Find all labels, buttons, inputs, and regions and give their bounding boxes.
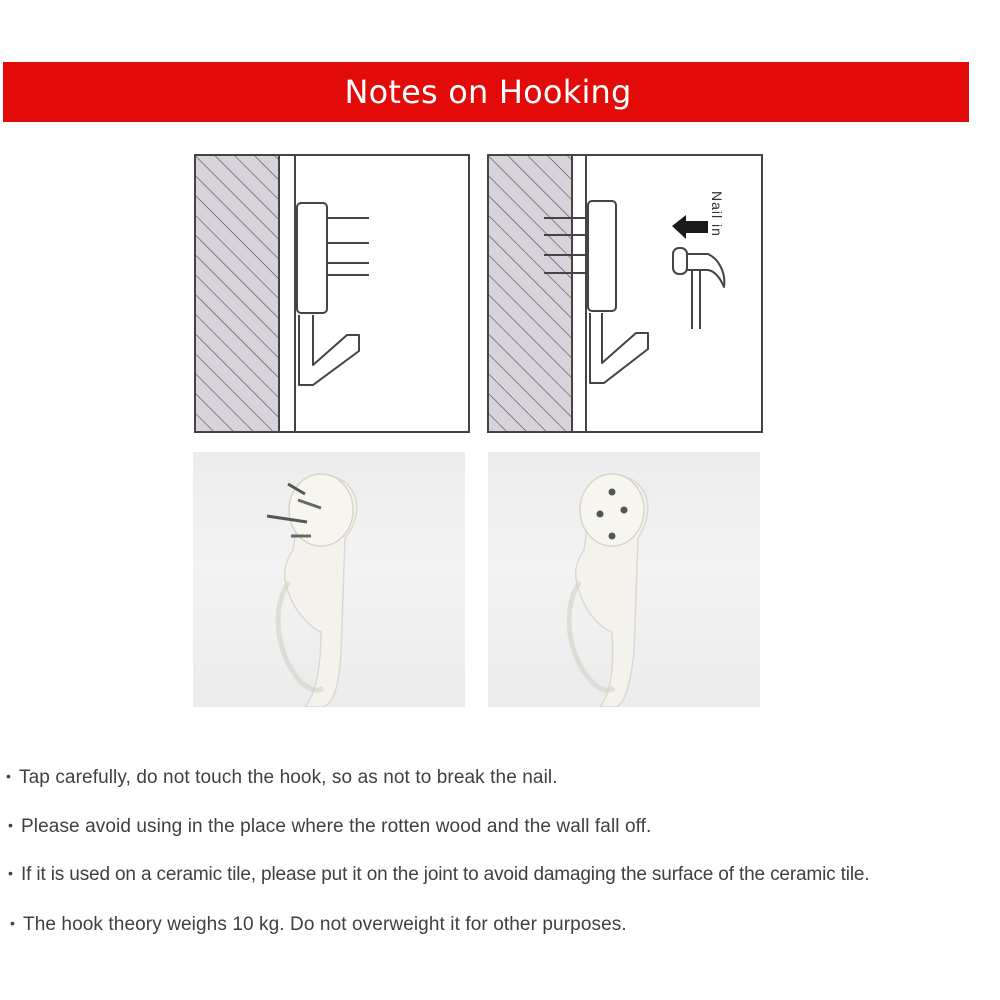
diagram-before-nailing	[193, 153, 477, 434]
nail-head-3	[597, 511, 604, 518]
note-item-4	[10, 914, 627, 936]
photo-hook-nails-out	[193, 452, 465, 707]
bullet-icon: •	[10, 915, 16, 931]
note-item-1	[6, 767, 558, 789]
photo-hook-nailed-in	[488, 452, 760, 707]
wall-section	[488, 155, 572, 432]
hook-base	[297, 203, 327, 313]
hammer-icon	[673, 248, 724, 329]
banner-title: Notes on Hooking	[344, 73, 632, 111]
diagram-nailing-in	[486, 153, 770, 434]
diagram-after-svg	[486, 153, 770, 434]
diagram-before-svg	[193, 153, 477, 434]
bullet-icon: •	[8, 817, 14, 833]
hook-arm	[590, 313, 648, 383]
note-text: Please avoid using in the place where the rotten wood and the wall fall off.	[21, 816, 652, 837]
note-item-3	[8, 864, 869, 886]
nail-head-2	[621, 507, 628, 514]
bullet-icon: •	[8, 865, 14, 881]
wall-section	[195, 155, 279, 432]
hook-base	[588, 201, 616, 311]
bullet-icon: •	[6, 768, 12, 784]
note-text: The hook theory weighs 10 kg. Do not overweight it for other purposes.	[23, 914, 627, 935]
note-text: If it is used on a ceramic tile, please put it on the joint to avoid damaging the surface of the ceramic tile.	[21, 864, 870, 885]
nail-head-4	[609, 533, 616, 540]
hook-arm	[299, 315, 359, 385]
note-text: Tap carefully, do not touch the hook, so as not to break the nail.	[19, 767, 558, 788]
nail-in-caption: Nail in	[709, 191, 725, 237]
note-item-2	[8, 816, 651, 838]
title-banner	[3, 62, 969, 122]
arrow-left-icon	[672, 215, 708, 239]
nail-head-1	[609, 489, 616, 496]
